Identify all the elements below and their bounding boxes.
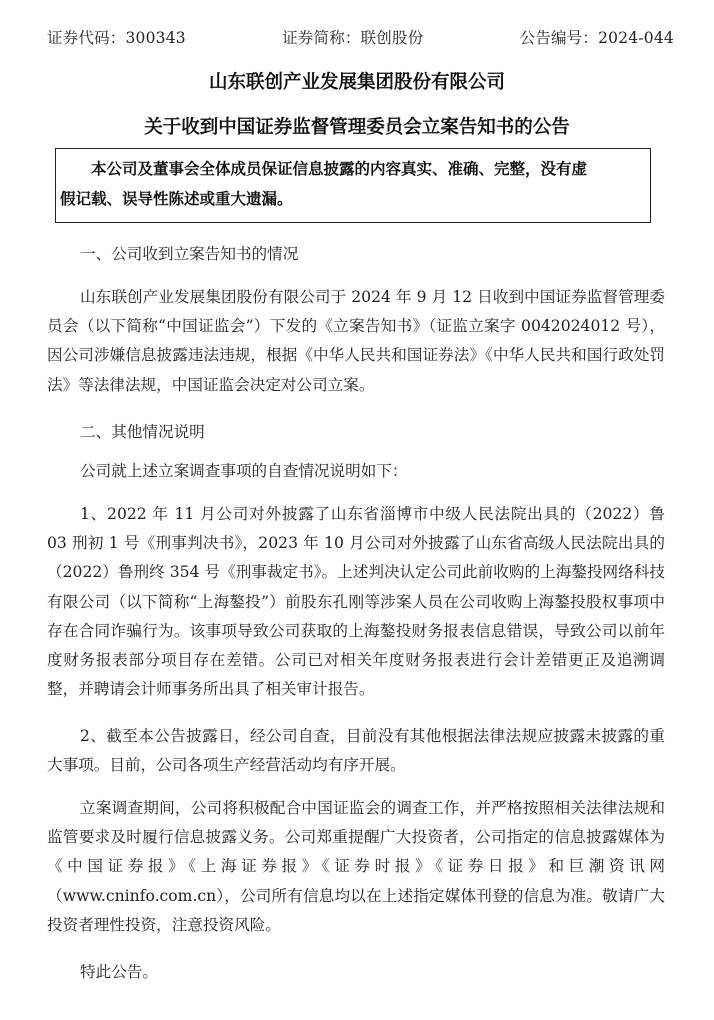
paragraph: 立案调查期间，公司将积极配合中国证监会的调查工作，并严格按照相关法律法规和监管要求及时履行信息披露义务。公司郑重提醒广大投资者，公司指定的信息披露媒体为《中国证券报》《上海证券报》《证券时报》《证券日报》和巨潮资讯网（www.cninfo.com.cn），公司所有信息均以在上述指定媒体刊登的信息为准。敬请广大投资者理性投资，注意投资风险。 bbox=[47, 799, 665, 934]
paragraph: 2、截至本公告披露日，经公司自查，目前没有其他根据法律法规应披露未披露的重大事项。目前，公司各项生产经营活动均有序开展。 bbox=[47, 727, 665, 775]
paragraph: 1、2022 年 11 月公司对外披露了山东省淄博市中级人民法院出具的（2022）鲁 03 刑初 1 号《刑事判决书》，2023 年 10 月公司对外披露了山东省高级人民法院出具的（2022）鲁刑终 354 号《刑事裁定书》。上述判决认定公司此前收购的上海鏊投网络科技有限公司（以下简称“上海鏊投”）前股东孔刚等涉案人员在公司收购上海鏊投股权事项中存在合同诈骗行为。该事项导致公司获取的上海鏊投财务报表信息错误，导致公司以前年度财务报表部分项目存在差错。公司已对相关年度财务报表进行会计差错更正及追溯调整，并聘请会计师事务所出具了相关审计报告。 bbox=[47, 505, 665, 699]
company-title: 山东联创产业发展集团股份有限公司 bbox=[208, 72, 505, 93]
disclaimer-line-1: 本公司及董事会全体成员保证信息披露的内容真实、准确、完整，没有虚 bbox=[91, 160, 588, 178]
section-2-item-2 bbox=[47, 722, 665, 780]
disclaimer-line-2: 假记载、误导性陈述或重大遗漏。 bbox=[60, 190, 293, 208]
closing-text: 特此公告。 bbox=[80, 963, 158, 981]
paragraph: 山东联创产业发展集团股份有限公司于 2024 年 9 月 12 日收到中国证券监督管理委员会（以下简称“中国证监会”）下发的《立案告知书》（证监立案字 0042024012 号），因公司涉嫌信息披露违法违规，根据《中华人民共和国证券法》《中华人民共和国行政处罚法》等法律法规，中国证监会决定对公司立案。 bbox=[47, 288, 665, 394]
section-heading: 二、其他情况说明 bbox=[80, 423, 205, 441]
stock-name: 证券简称：联创股份 bbox=[282, 29, 424, 47]
stock-code: 证券代码：300343 bbox=[47, 29, 186, 47]
section-2-intro bbox=[47, 457, 665, 486]
paragraph: 公司就上述立案调查事项的自查情况说明如下： bbox=[80, 462, 408, 480]
section-1-body bbox=[47, 283, 665, 400]
section-2 bbox=[47, 418, 665, 447]
investigation-period-paragraph bbox=[47, 794, 665, 940]
section-1 bbox=[47, 240, 665, 269]
announcement-number: 公告编号：2024-044 bbox=[519, 29, 674, 47]
announcement-title: 关于收到中国证券监督管理委员会立案告知书的公告 bbox=[144, 117, 570, 138]
section-2-item-1 bbox=[47, 500, 665, 704]
closing bbox=[47, 958, 665, 987]
disclaimer-box bbox=[55, 148, 651, 223]
document-header bbox=[47, 26, 674, 48]
section-heading: 一、公司收到立案告知书的情况 bbox=[80, 245, 299, 263]
